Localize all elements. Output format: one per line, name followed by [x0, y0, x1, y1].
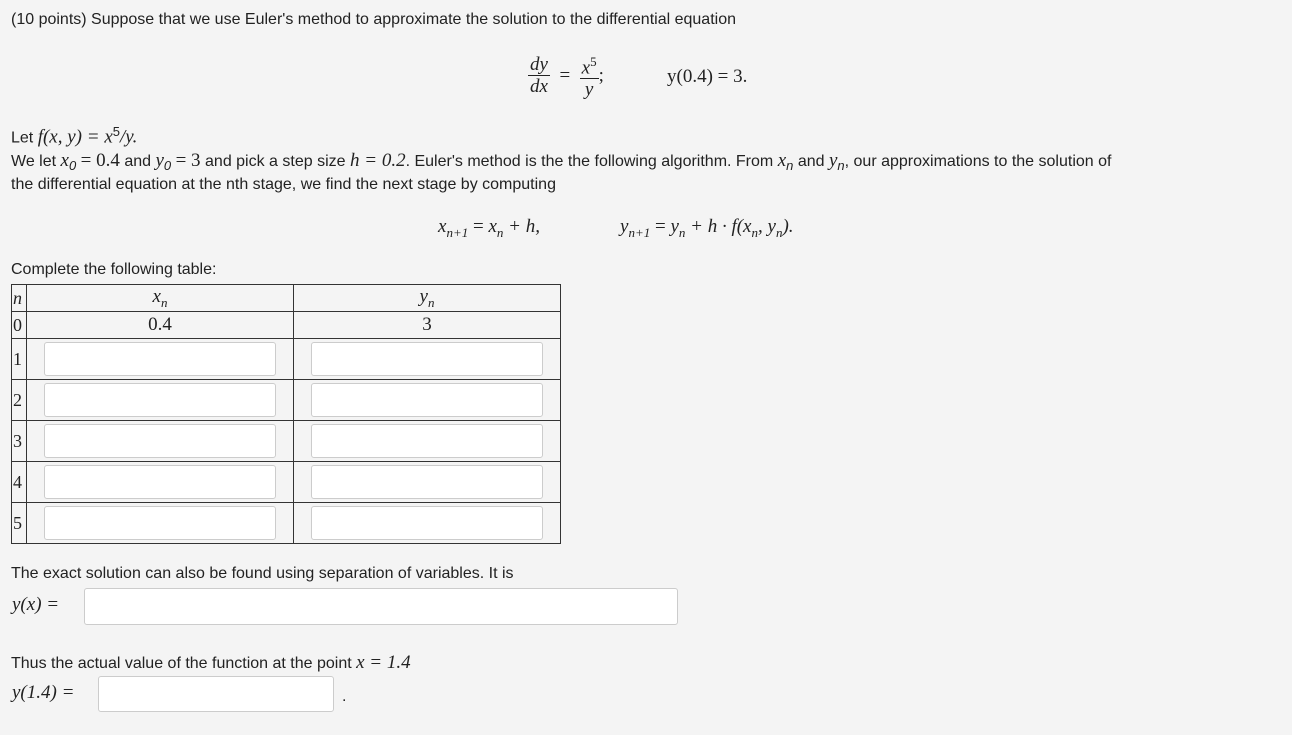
thus-text: Thus the actual value of the function at the point	[11, 655, 352, 672]
h-value: h = 0.2	[350, 150, 406, 171]
row-5-x-cell	[27, 503, 294, 544]
and-text-2: and	[797, 153, 825, 170]
x-numerator: x	[581, 57, 591, 79]
f-definition-tail: /y.	[120, 126, 138, 148]
approximation-text: our approximations to the solution of	[853, 153, 1112, 170]
y14-input[interactable]	[98, 676, 334, 712]
dy-numerator: dy	[530, 54, 548, 76]
row-0-x: 0.4	[27, 312, 294, 339]
y-update-lhs-sub: n+1	[628, 224, 651, 240]
table-row-0	[12, 312, 561, 339]
row-4-n: 4	[12, 462, 27, 503]
row-1-x-cell	[27, 339, 294, 380]
y-update-f-sub2: n	[775, 224, 783, 240]
y1-input[interactable]	[311, 342, 543, 376]
xn-header	[27, 285, 294, 312]
step-description-line: We let $x_0 = 0.4$ and $y_0 = 3$ and pick a step size h = 0.2. Euler's method is the the following algorithm. From $x_n$ and $y_n$, our approximations to the solution of	[11, 150, 1112, 174]
trailing-period: .	[342, 688, 347, 705]
xn-subscript: n	[786, 158, 794, 174]
row-4-y-cell	[294, 462, 561, 503]
x0-subscript: 0	[68, 158, 77, 174]
yn-header-symbol: y	[419, 285, 428, 307]
y-update-formula: $y_{n+1} = y_n + h \cdot f(x_n$, $y_n$).	[620, 216, 794, 240]
let-label: Let	[11, 129, 34, 147]
step-size-text: and pick a step size	[205, 153, 346, 170]
row-3-y-cell	[294, 421, 561, 462]
dx-denominator: dx	[530, 76, 548, 98]
complete-table-instruction: Complete the following table:	[11, 261, 217, 278]
and-text: and	[124, 153, 152, 170]
x0-value: = 0.4	[80, 150, 120, 171]
row-0-n: 0	[12, 312, 27, 339]
row-1-n: 1	[12, 339, 27, 380]
euler-description: . Euler's method is the the following algorithm. From	[405, 153, 774, 170]
y-update-f-sub1: n	[751, 224, 758, 240]
x-update-formula: $x_{n+1} = x_n + h$,	[438, 216, 540, 240]
yn-symbol: y	[828, 150, 838, 171]
initial-condition: y(0.4) = 3.	[667, 66, 748, 87]
row-0-y: 3	[294, 312, 561, 339]
exact-solution-text: The exact solution can also be found using separation of variables. It is	[11, 565, 514, 582]
euler-table	[11, 284, 561, 544]
yn-subscript: n	[837, 158, 845, 174]
differential-equation: $\frac{dy}{dx}$ = $\frac{x^5}{y}$ ;	[530, 54, 604, 101]
x1-input[interactable]	[44, 342, 276, 376]
table-row-1	[12, 339, 561, 380]
f-definition-line	[11, 124, 137, 148]
table-row-3	[12, 421, 561, 462]
table-row-4	[12, 462, 561, 503]
yx-label: y(x) =	[12, 594, 60, 615]
y0-value: = 3	[175, 150, 201, 171]
row-4-x-cell	[27, 462, 294, 503]
row-3-n: 3	[12, 421, 27, 462]
problem-intro: (10 points) Suppose that we use Euler's method to approximate the solution to the differential equation	[11, 11, 736, 28]
row-1-y-cell	[294, 339, 561, 380]
x-update-tail: + h,	[508, 216, 540, 237]
x-update-lhs-sub: n+1	[446, 224, 469, 240]
x5-input[interactable]	[44, 506, 276, 540]
y-update-rhs: y	[670, 216, 679, 237]
x0-symbol: x	[60, 150, 69, 171]
row-2-x-cell	[27, 380, 294, 421]
y3-input[interactable]	[311, 424, 543, 458]
xn-symbol: x	[777, 150, 787, 171]
yn-header-sub: n	[427, 294, 435, 310]
row-2-n: 2	[12, 380, 27, 421]
x3-input[interactable]	[44, 424, 276, 458]
x-update-rhs: x	[488, 216, 497, 237]
y-update-lhs: y	[620, 216, 629, 237]
xn-header-sub: n	[160, 294, 168, 310]
exact-solution-input[interactable]	[84, 588, 678, 625]
point-value: x = 1.4	[356, 652, 411, 673]
row-5-y-cell	[294, 503, 561, 544]
y0-subscript: 0	[163, 158, 172, 174]
y-update-tail: ).	[782, 216, 794, 237]
y-denominator: y	[584, 79, 594, 101]
n-header: n	[12, 285, 27, 312]
y5-input[interactable]	[311, 506, 543, 540]
x-exponent: 5	[590, 54, 597, 69]
f-definition: f(x, y) = x	[37, 126, 113, 148]
row-2-y-cell	[294, 380, 561, 421]
y4-input[interactable]	[311, 465, 543, 499]
x-update-rhs-sub: n	[496, 224, 504, 240]
actual-value-line	[11, 652, 411, 674]
we-let-text: We let	[11, 153, 57, 170]
xn-header-symbol: x	[152, 285, 161, 307]
y2-input[interactable]	[311, 383, 543, 417]
table-row-2	[12, 380, 561, 421]
x-update-lhs: x	[438, 216, 447, 237]
table-row-5	[12, 503, 561, 544]
y14-label: y(1.4) =	[12, 682, 75, 703]
x2-input[interactable]	[44, 383, 276, 417]
y-update-mid: + h · f(x	[690, 216, 752, 237]
row-3-x-cell	[27, 421, 294, 462]
f-exponent: 5	[112, 124, 120, 139]
yn-header	[294, 285, 561, 312]
table-header-row	[12, 285, 561, 312]
y-update-rhs-sub: n	[678, 224, 686, 240]
row-5-n: 5	[12, 503, 27, 544]
y-update-f-y: y	[767, 216, 776, 237]
step-description-line-2: the differential equation at the nth stage, we find the next stage by computing	[11, 176, 556, 193]
y0-symbol: y	[155, 150, 164, 171]
x4-input[interactable]	[44, 465, 276, 499]
